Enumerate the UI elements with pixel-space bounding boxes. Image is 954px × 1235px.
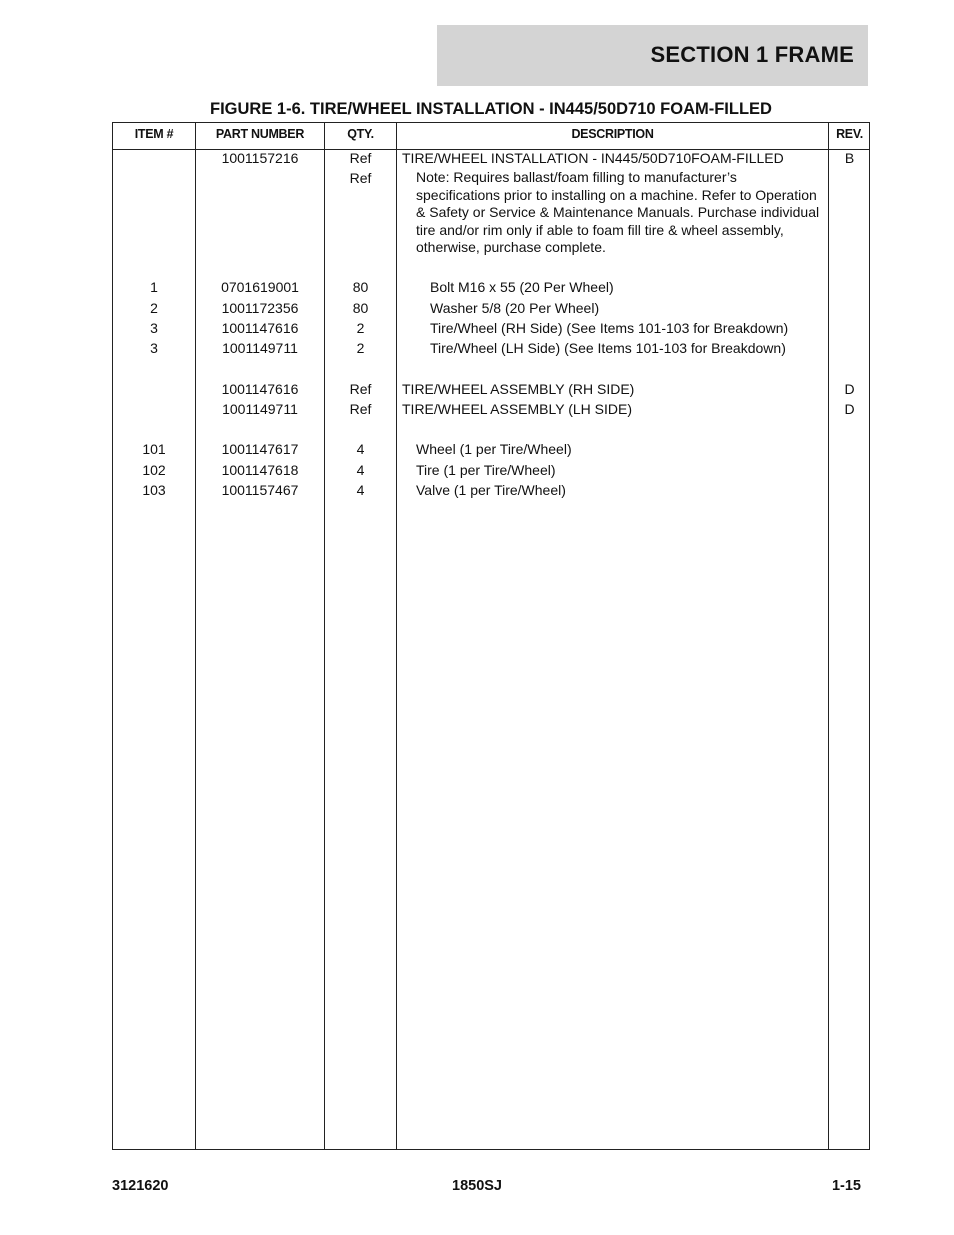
item-number: 3 [150,320,158,336]
qty: 2 [356,320,365,336]
item-number: 103 [142,482,166,498]
part-number: 1001147617 [221,441,299,457]
part-number: 1001147616 [221,320,299,336]
part-number: 1001172356 [221,300,299,316]
installation-note: Note: Requires ballast/foam filling to manufacturer’s specifications prior to installing on a machine. Refer to Operation & Safety or Service & Maintenance Manuals. Purchase individual tire and/or rim only if able to foam fill tire & wheel assembly, otherwise, purchase complete. [416,169,820,255]
description: Washer 5/8 (20 Per Wheel) [430,300,600,316]
table-row [113,399,869,419]
description: Tire/Wheel (LH Side) (See Items 101-103 for Breakdown) [430,340,786,356]
qty: 80 [352,300,369,316]
part-number: 1001147618 [221,462,299,478]
header-rev: REV. [836,127,863,141]
rev: B [844,150,855,166]
qty: 2 [356,340,365,356]
item-number: 2 [150,300,158,316]
parts-table [112,122,870,1150]
qty: Ref [349,381,372,397]
table-row [113,148,869,168]
footer-model: 1850SJ [452,1178,502,1194]
header-description: DESCRIPTION [571,127,654,141]
description: TIRE/WHEEL INSTALLATION - IN445/50D710FOAM-FILLED [402,150,784,166]
description: TIRE/WHEEL ASSEMBLY (LH SIDE) [402,401,633,417]
qty: 4 [356,482,365,498]
header-item: ITEM # [134,127,174,141]
item-number: 3 [150,340,158,356]
part-number: 1001149711 [222,340,298,356]
qty: 4 [356,441,365,457]
figure-title: FIGURE 1-6. TIRE/WHEEL INSTALLATION - IN445/50D710 FOAM-FILLED [210,100,772,118]
qty: 80 [352,279,369,295]
footer-page-number: 1-15 [831,1178,861,1194]
section-title: SECTION 1 FRAME [650,42,854,67]
part-number: 0701619001 [221,279,299,295]
table-row [113,318,869,338]
rev: D [844,381,855,397]
part-number: 1001157216 [221,150,299,166]
table-row [113,379,869,399]
qty: Ref [349,401,372,417]
table-row [113,277,869,297]
description: Bolt M16 x 55 (20 Per Wheel) [430,279,614,295]
table-row [113,480,869,500]
description: Tire (1 per Tire/Wheel) [416,462,556,478]
description: TIRE/WHEEL ASSEMBLY (RH SIDE) [402,381,635,397]
item-number: 102 [142,462,166,478]
section-banner [437,25,868,86]
part-number: 1001149711 [222,401,298,417]
part-number: 1001147616 [221,381,299,397]
qty: 4 [356,462,365,478]
header-qty: QTY. [347,127,374,141]
qty: Ref [349,150,372,166]
header-part-number: PART NUMBER [215,127,305,141]
table-row [113,298,869,318]
rev: D [844,401,855,417]
table-header [113,123,869,150]
qty: Ref [349,170,372,186]
description: Valve (1 per Tire/Wheel) [416,482,566,498]
table-row [113,338,869,358]
item-number: 101 [142,441,166,457]
description: Wheel (1 per Tire/Wheel) [416,441,572,457]
description: Tire/Wheel (RH Side) (See Items 101-103 for Breakdown) [430,320,789,336]
table-row [113,460,869,480]
part-number: 1001157467 [221,482,299,498]
item-number: 1 [150,279,158,295]
table-row [113,439,869,459]
footer-doc-number: 3121620 [112,1178,169,1194]
